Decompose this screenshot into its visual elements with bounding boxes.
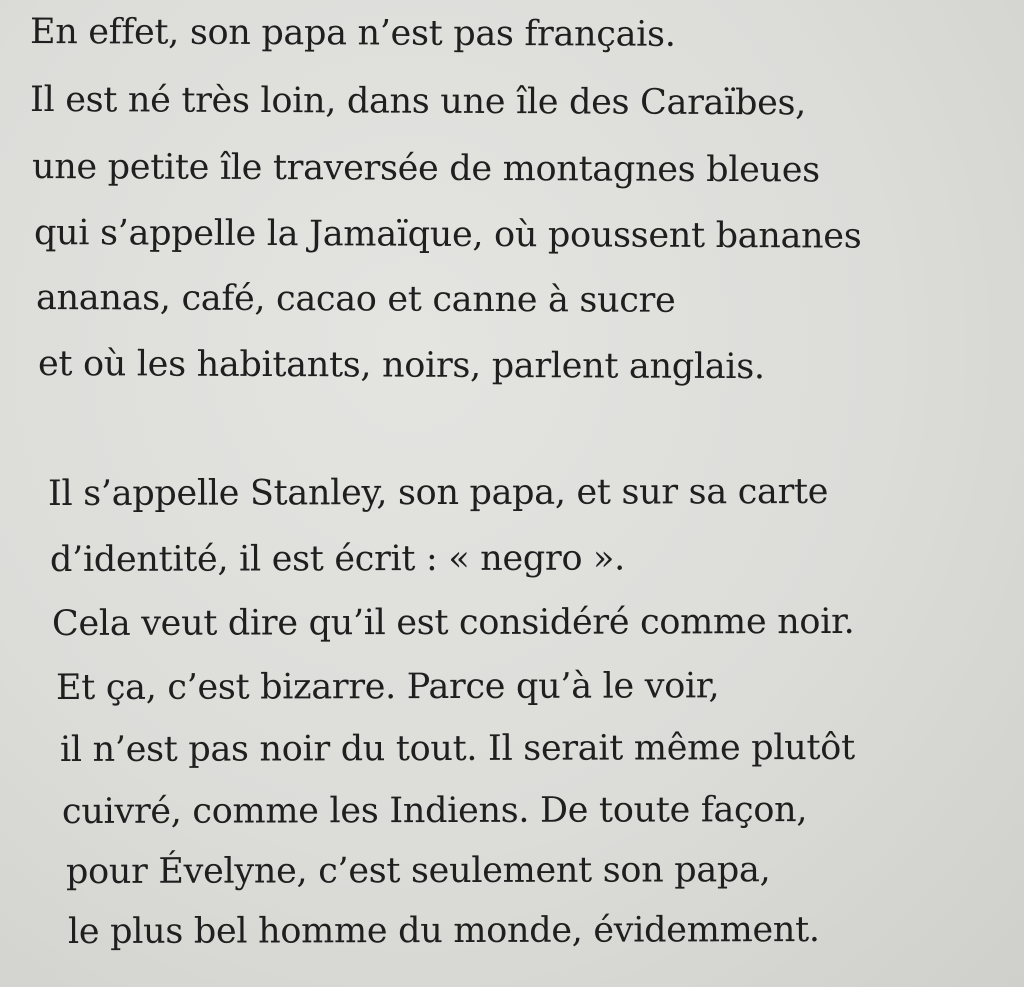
text-line: d’identité, il est écrit : « negro ». [49,538,626,580]
text-line: une petite île traversée de montagnes bleues [31,147,820,191]
text-line: Cela veut dire qu’il est considéré comme noir. [51,601,855,644]
text-line: Il s’appelle Stanley, son papa, et sur sa carte [47,471,829,514]
text-line: ananas, café, cacao et canne à sucre [35,278,676,321]
text-line: qui s’appelle la Jamaïque, où poussent bananes [33,213,862,257]
text-line: et où les habitants, noirs, parlent anglais. [37,344,765,388]
text-line: cuivré, comme les Indiens. De toute façon, [61,790,808,832]
text-line: Il est né très loin, dans une île des Caraïbes, [29,80,807,124]
text-line: le plus bel homme du monde, évidemment. [67,910,820,952]
text-line: Et ça, c’est bizarre. Parce qu’à le voir, [55,666,720,708]
text-line: il n’est pas noir du tout. Il serait même plutôt [59,727,855,770]
text-line: pour Évelyne, c’est seulement son papa, [65,850,771,892]
text-line: En effet, son papa n’est pas français. [29,12,676,55]
